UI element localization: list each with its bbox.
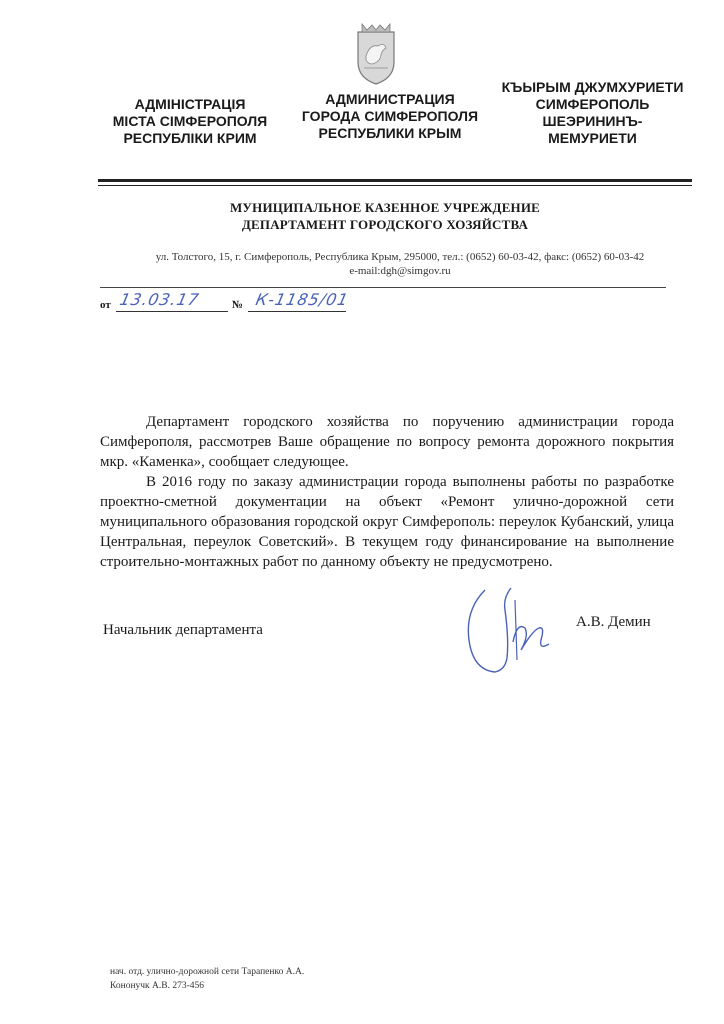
number-underline — [248, 311, 346, 312]
contact-info — [100, 250, 700, 278]
number-label: № — [232, 299, 244, 311]
date-underline — [116, 311, 228, 312]
header-crh-line-1: КЪЫРЫМ ДЖУМХУРИЕТИ — [501, 79, 684, 95]
header-ukrainian — [100, 96, 280, 147]
footer-line-1: нач. отд. улично-дорожной сети Тарапенко А.А. — [110, 967, 305, 977]
header-crimean-tatar — [495, 79, 690, 147]
header-ru-line-2: ГОРОДА СИМФЕРОПОЛЯ — [301, 108, 479, 124]
header-ru-line-3: РЕСПУБЛИКИ КРЫМ — [318, 125, 462, 141]
header-divider-thick — [98, 179, 692, 182]
footer-line-2: Кононучк А.В. 273-456 — [110, 981, 205, 991]
handwritten-number: К-1185/01 — [253, 290, 351, 309]
header-ua-line-2: МІСТА СІМФЕРОПОЛЯ — [112, 113, 268, 129]
city-emblem-icon — [354, 22, 398, 86]
date-label: от — [100, 299, 111, 311]
header-ua-line-1: АДМІНІСТРАЦІЯ — [134, 96, 246, 112]
letter-body — [100, 412, 674, 572]
signer-title: Начальник департамента — [103, 622, 263, 638]
contact-email: e-mail:dgh@simgov.ru — [349, 265, 451, 277]
body-paragraph-2: В 2016 году по заказу администрации города выполнены работы по разработке проектно-сметной документации на объект «Ремонт улично-дорожной сети муниципального образования городской округ Симферополь: переулок Кубанский, улица Центральная, переулок Советский». В текущем году финансирование на выполнение строительно-монтажных работ по данному объекту не предусмотрено. — [100, 474, 674, 570]
header-divider-thin — [98, 185, 692, 186]
contacts-divider — [100, 287, 666, 288]
organization-name — [140, 199, 630, 233]
organization-line-2: ДЕПАРТАМЕНТ ГОРОДСКОГО ХОЗЯЙСТВА — [241, 217, 529, 232]
header-ua-line-3: РЕСПУБЛІКИ КРИМ — [123, 130, 257, 146]
body-paragraph-1: Департамент городского хозяйства по поручению администрации города Симферополя, рассмотрев Ваше обращение по вопросу ремонта дорожного покрытия мкр. «Каменка», сообщает следующее. — [100, 414, 674, 470]
organization-line-1: МУНИЦИПАЛЬНОЕ КАЗЕННОЕ УЧРЕЖДЕНИЕ — [229, 200, 541, 215]
header-ru-line-1: АДМИНИСТРАЦИЯ — [325, 91, 455, 107]
header-russian — [290, 91, 490, 142]
header-crh-line-2: СИМФЕРОПОЛЬ — [535, 96, 650, 112]
handwritten-signature — [455, 570, 575, 680]
executor-footer — [110, 965, 304, 993]
header-crh-line-3: ШЕЭРИНИНЪ- — [542, 113, 643, 129]
contact-address: ул. Толстого, 15, г. Симферополь, Республика Крым, 295000, тел.: (0652) 60-03-42, факс: (0652) 60-03-42 — [155, 251, 645, 263]
signer-name: А.В. Демин — [576, 614, 651, 630]
header-crh-line-4: МЕМУРИЕТИ — [548, 130, 637, 146]
handwritten-date: 13.03.17 — [117, 290, 202, 309]
